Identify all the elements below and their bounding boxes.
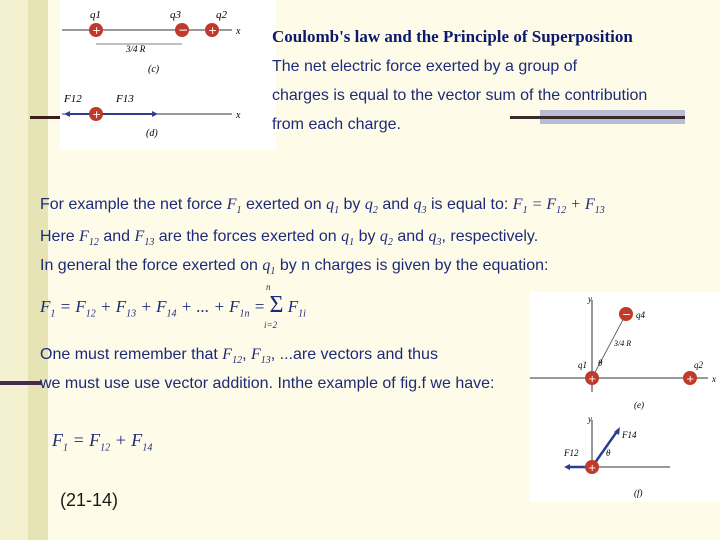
svg-text:+: + <box>208 24 218 37</box>
line1-text-d: and <box>382 196 410 213</box>
body-line-2: Here $F_{12}$ and $F_{13}$ are the forces exerted on $q_1$ by $q_2$ and $q_3$, respectively. <box>40 228 539 249</box>
line2-text-d: by <box>358 228 376 245</box>
line4-text: One must remember that <box>40 346 218 363</box>
svg-text:+: + <box>588 374 597 385</box>
divider-mid <box>0 381 42 385</box>
distance-label-c: 3/4 R <box>126 44 146 54</box>
line2-text-c: are the forces exerted on <box>158 228 337 245</box>
svg-text:−: − <box>622 308 632 321</box>
equation-number: (21-14) <box>60 490 119 510</box>
body-line-3: In general the force exerted on $q_1$ by n charges is given by the equation: <box>40 257 549 278</box>
figure-c-d <box>60 0 276 150</box>
intro-line-3: from each charge. <box>272 116 401 133</box>
slide-title: Coulomb's law and the Principle of Superposition <box>272 27 633 46</box>
label-q1: q1 <box>90 9 101 21</box>
equation-F1-fig-f: $F_1 = F_{12} + F_{14}$ <box>52 430 153 454</box>
label-f13-d: F13 <box>116 93 134 105</box>
figure-label-c: (c) <box>148 64 160 75</box>
label-q1-e: q1 <box>578 360 587 370</box>
label-q4: q4 <box>636 310 645 320</box>
line2-text-b: and <box>103 228 131 245</box>
divider-left <box>30 116 60 119</box>
figure-c-d-drawing <box>60 0 276 150</box>
symbol-q2: $q_2$ <box>364 196 378 217</box>
symbol-q1: $q_1$ <box>326 196 340 217</box>
figure-label-f: (f) <box>634 488 643 498</box>
svg-text:+: + <box>92 108 102 121</box>
line3-text-a: In general the force exerted on <box>40 257 258 274</box>
line1-text-c: by <box>343 196 361 213</box>
label-f12-f: F12 <box>564 448 579 458</box>
symbol-F13: $F_{13}$ <box>134 228 155 249</box>
intro-line-2: charges is equal to the vector sum of the contribution <box>272 87 648 104</box>
line1-text-a: For example the net force <box>40 196 223 213</box>
angle-label-e: θ <box>598 358 603 368</box>
angle-label-f: θ <box>606 448 611 458</box>
line2-text-f: , respectively. <box>441 228 539 245</box>
distance-label-e: 3/4 R <box>614 339 632 348</box>
line3-text-b: by n charges is given by the equation: <box>279 257 549 274</box>
line1-text-b: exerted on <box>246 196 322 213</box>
symbol-F12: $F_{12}$ <box>79 228 99 249</box>
figure-label-d: (d) <box>146 128 158 139</box>
divider-right <box>510 116 685 119</box>
svg-text:−: − <box>178 23 189 37</box>
svg-text:+: + <box>686 374 695 385</box>
symbol-F1: $F_1$ <box>226 196 242 217</box>
line4-text-b: , ...are vectors and thus <box>270 346 438 363</box>
body-line-5: we must use use vector addition. Inthe example of fig.f we have: <box>40 375 495 392</box>
x-axis-label-d: x <box>236 110 241 121</box>
x-axis-label-c: x <box>236 26 241 37</box>
body-line-1 <box>40 196 605 216</box>
label-f12-d: F12 <box>64 93 82 105</box>
label-f14: F14 <box>622 430 637 440</box>
line1-text-e: is equal to: <box>430 196 509 213</box>
figure-e-f <box>530 292 720 502</box>
intro-line-1: The net electric force exerted by a group of <box>272 58 578 75</box>
line2-text-a: Here <box>40 228 75 245</box>
y-axis-label-f: y <box>588 414 592 424</box>
figure-e-f-drawing <box>530 292 720 502</box>
line2-text-e: and <box>397 228 425 245</box>
equation-general-sum: $F_1 = F_{12} + F_{13} + F_{14}$ + ... + $F_{1n} = \Sigma$ $F_{1i}$ i=2 n <box>40 282 306 330</box>
body-line-4: One must remember that $F_{12}$, $F_{13}$, ...are vectors and thus <box>40 346 438 367</box>
svg-text:+: + <box>92 24 102 37</box>
figure-label-e: (e) <box>634 400 644 410</box>
equation-F1-sum: $F_1 = F_{12} + F_{13}$ <box>512 196 605 217</box>
label-q3: q3 <box>170 9 181 21</box>
symbol-q3: $q_3$ <box>413 196 427 217</box>
y-axis-label-e: y <box>588 294 592 304</box>
x-axis-label-e: x <box>712 374 716 384</box>
svg-text:+: + <box>588 463 597 474</box>
label-q2-e: q2 <box>694 360 703 370</box>
label-q2: q2 <box>216 9 227 21</box>
